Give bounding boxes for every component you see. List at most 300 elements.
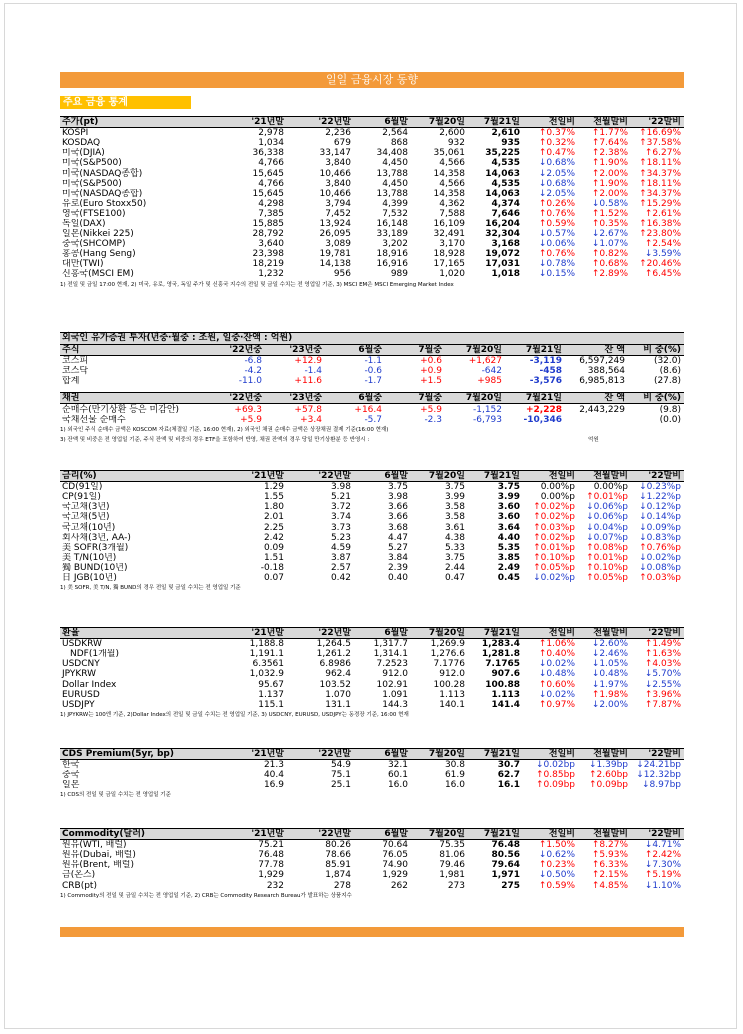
table-row [60, 553, 684, 563]
cell-value: 62.7 [497, 770, 520, 781]
cell-value: 17,165 [433, 259, 465, 270]
cell-value: ↓0.48% [591, 669, 628, 680]
cell-value: ↑0.05%p [586, 572, 628, 583]
cell-value: 35,061 [433, 148, 465, 159]
cell-value: 6.3561 [252, 659, 284, 670]
table-row [60, 199, 684, 209]
column-header: 7월중 [385, 345, 445, 356]
cell-value: 75.1 [330, 770, 351, 781]
cell-value: (0.0) [659, 414, 681, 425]
cell-value: 103.52 [319, 679, 351, 690]
table-row [60, 512, 684, 522]
cell-value: 989 [390, 269, 408, 280]
row-label: 중국(SHCOMP) [62, 239, 126, 250]
cell-value: 935 [501, 138, 520, 149]
row-label: 합계 [62, 376, 80, 387]
cell-value: 4.47 [387, 532, 408, 543]
cell-value: 3.73 [330, 522, 351, 533]
cell-value: 3.75 [387, 482, 408, 493]
table-row [60, 219, 684, 229]
cell-value: 7,532 [382, 208, 408, 219]
cell-value: +16.4 [354, 404, 382, 415]
table-row [60, 158, 684, 168]
cell-value: ↓0.78% [538, 259, 575, 270]
cell-value: 4,450 [382, 178, 408, 189]
row-label: 유로(Euro Stoxx50) [62, 198, 147, 209]
cell-value: ↓1.07% [591, 239, 628, 250]
cell-value: 3.75 [444, 482, 465, 493]
cell-value: 7,646 [491, 208, 520, 219]
cell-value: 2.44 [444, 562, 465, 573]
cell-value: +11.6 [294, 376, 322, 387]
cell-value: 33,189 [376, 229, 408, 240]
column-header: 금리(%) [60, 471, 220, 482]
column-header: 7월21일 [468, 117, 523, 128]
cell-value: ↑2.42% [644, 850, 681, 861]
cell-value: 1,929 [258, 870, 284, 881]
cell-value: 5.33 [444, 542, 465, 553]
cell-value: 1.113 [439, 689, 465, 700]
cell-value: -4.2 [244, 366, 262, 377]
cell-value: 2.42 [263, 532, 284, 543]
cell-value: 868 [390, 138, 408, 149]
cell-value: 6,597,249 [579, 356, 625, 367]
table-row [60, 366, 684, 376]
cell-value: ↓0.02%p [639, 552, 681, 563]
row-label: 미국(S&P500) [62, 158, 122, 169]
cell-value: -10,346 [523, 414, 562, 425]
cell-value: ↓0.09%p [639, 522, 681, 533]
cell-value: 1,261.2 [316, 649, 351, 660]
row-label: Dollar Index [62, 679, 117, 690]
cell-value: 17,031 [485, 259, 520, 270]
cell-value: ↑7.64% [591, 138, 628, 149]
commodity-table [60, 828, 684, 891]
table-row [60, 239, 684, 249]
cell-value: 76.48 [491, 840, 520, 851]
fx-section [60, 627, 684, 720]
table-row [60, 189, 684, 199]
cell-value: 4,399 [382, 198, 408, 209]
cell-value: 1,874 [325, 870, 351, 881]
column-header: '21년말 [220, 829, 287, 840]
cell-value: 679 [333, 138, 351, 149]
cell-value: +1,627 [468, 356, 502, 367]
cell-value: 3,794 [325, 198, 351, 209]
cell-value: ↑0.76% [538, 249, 575, 260]
column-header: Commodity(달러) [60, 829, 220, 840]
cell-value: 956 [333, 269, 351, 280]
cell-value: 3,202 [382, 239, 408, 250]
cell-value: 16.9 [263, 780, 284, 791]
cell-value: 14,138 [319, 259, 351, 270]
cell-value: 4,566 [439, 158, 465, 169]
commodity-section [60, 828, 684, 901]
cell-value: 15,885 [252, 218, 284, 229]
cell-value: ↓0.02%p [533, 572, 575, 583]
stocks-section [60, 116, 684, 290]
cell-value: 1,269.9 [430, 639, 465, 650]
cell-value: ↑2.00% [591, 188, 628, 199]
table-row [60, 700, 684, 710]
column-header: 주식 [60, 345, 205, 356]
cell-value: ↓0.14%p [639, 512, 681, 523]
row-label: 미국(NASDAQ종합) [62, 168, 143, 179]
cell-value: +1.5 [420, 376, 442, 387]
cell-value: 18,219 [252, 259, 284, 270]
cell-value: ↑34.37% [639, 188, 681, 199]
column-header: '22년말 [287, 117, 354, 128]
row-label: 코스닥 [62, 366, 89, 377]
cell-value: -11.0 [238, 376, 262, 387]
cell-value: ↓3.59% [644, 249, 681, 260]
cell-value: 5.23 [330, 532, 351, 543]
cell-value: ↓1.22%p [639, 492, 681, 503]
cell-value: 34,408 [376, 148, 408, 159]
cell-value: ↑0.40% [538, 649, 575, 660]
cell-value: 10,466 [319, 168, 351, 179]
column-header: '22년말 [287, 829, 354, 840]
cell-value: -3,119 [529, 356, 562, 367]
cell-value: ↑0.59% [538, 218, 575, 229]
cell-value: 0.07 [263, 572, 284, 583]
cell-value: 4,298 [258, 198, 284, 209]
column-header: 전일비 [523, 628, 578, 639]
column-header: 잔 액 [565, 345, 628, 356]
cell-value: 0.45 [497, 572, 520, 583]
table-row [60, 482, 684, 493]
table-header-row [60, 345, 684, 356]
cell-value: ↑1.90% [591, 178, 628, 189]
row-label: 미국(DJIA) [62, 148, 105, 159]
column-header: 7월중 [385, 393, 445, 404]
cell-value: 3.60 [497, 502, 520, 513]
cell-value: ↓0.02% [538, 659, 575, 670]
table-row [60, 780, 684, 790]
cell-value: 1.091 [382, 689, 408, 700]
cell-value: ↑16.38% [639, 218, 681, 229]
cell-value: ↑0.03%p [639, 572, 681, 583]
cell-value: 388,564 [587, 366, 625, 377]
cell-value: 13,788 [376, 188, 408, 199]
cell-value: ↓2.05% [538, 168, 575, 179]
foreign-note-2 [60, 435, 684, 445]
row-label: CD(91일) [62, 482, 103, 493]
cell-value: 26,095 [319, 229, 351, 240]
cell-value: ↓0.48% [538, 669, 575, 680]
cell-value: ↓0.57% [538, 229, 575, 240]
cell-value: 100.88 [485, 679, 520, 690]
table-header-row [60, 829, 684, 840]
column-header: '23년중 [265, 393, 325, 404]
cell-value: 7,588 [439, 208, 465, 219]
cell-value: ↑0.26% [538, 198, 575, 209]
cell-value: 1,232 [258, 269, 284, 280]
fx-table [60, 627, 684, 710]
cell-value: 1,018 [491, 269, 520, 280]
column-header: 7월20일 [411, 829, 468, 840]
cell-value: ↑2.15% [591, 870, 628, 881]
cell-value: ↑0.97% [538, 699, 575, 710]
foreign-note-2-unit: 억원 [588, 436, 599, 443]
column-header: 7월21일 [505, 393, 565, 404]
cell-value: 4,535 [491, 178, 520, 189]
cell-value: ↑0.59% [538, 880, 575, 891]
cell-value: 0.00%p [540, 492, 575, 503]
cell-value: 131.1 [325, 699, 351, 710]
cell-value: 7,452 [325, 208, 351, 219]
cell-value: 4,566 [439, 178, 465, 189]
row-label: 美 T/N(10년) [62, 552, 117, 563]
column-header: 6월중 [325, 393, 385, 404]
cell-value: ↓2.46% [591, 649, 628, 660]
cell-value: 140.1 [439, 699, 465, 710]
cell-value: 1.80 [263, 502, 284, 513]
fx-note: 1) JPYKRW는 100엔 기준, 2)Dollar Index의 전일 및 금일 수치는 전 영업일 기준, 3) USDCNY, EURUSD, USDJPY는 동경장 기준, 16:00 현재 [60, 711, 409, 718]
cell-value: 273 [447, 880, 465, 891]
column-header: '22말비 [631, 628, 684, 639]
row-label: 순매수(만기상환 등은 미감안) [62, 404, 180, 415]
cell-value: 0.00%p [540, 482, 575, 493]
row-label: 코스피 [62, 356, 89, 367]
cell-value: ↓12.32bp [636, 770, 681, 781]
cell-value: 2,978 [258, 128, 284, 139]
cell-value: ↑0.68% [591, 259, 628, 270]
cell-value: 19,072 [485, 249, 520, 260]
cell-value: 16,109 [433, 218, 465, 229]
cell-value: 70.64 [382, 840, 408, 851]
column-header: '22년중 [205, 393, 265, 404]
cell-value: ↑0.10%p [533, 552, 575, 563]
row-label: 일본(Nikkei 225) [62, 229, 134, 240]
row-label: 국고채(3년) [62, 502, 110, 513]
cell-value: 5.27 [387, 542, 408, 553]
cell-value: ↓7.30% [644, 860, 681, 871]
row-label: 신흥국(MSCI EM) [62, 269, 134, 280]
row-label: CRB(pt) [62, 880, 97, 891]
table-row [60, 522, 684, 532]
cell-value: 3.66 [387, 502, 408, 513]
cell-value: -3,576 [529, 376, 562, 387]
cell-value: 3.74 [330, 512, 351, 523]
cell-value: 102.91 [376, 679, 408, 690]
cell-value: 0.47 [444, 572, 465, 583]
cell-value: ↓0.23%p [639, 482, 681, 493]
table-row [60, 148, 684, 158]
cell-value: 0.42 [330, 572, 351, 583]
cell-value: 85.91 [325, 860, 351, 871]
cds-section [60, 748, 684, 800]
cell-value: 5.35 [497, 542, 520, 553]
cell-value: 3.68 [387, 522, 408, 533]
column-header: 전월말비 [578, 471, 631, 482]
table-header-row [60, 393, 684, 404]
cell-value: ↓0.08%p [639, 562, 681, 573]
column-header: 비 중(%) [628, 345, 684, 356]
cell-value: 2.57 [330, 562, 351, 573]
column-header: 전일비 [523, 749, 578, 760]
column-header: 7월20일 [411, 749, 468, 760]
cell-value: 4,535 [491, 158, 520, 169]
cell-value: 4,766 [258, 158, 284, 169]
cell-value: 78.66 [325, 850, 351, 861]
cell-value: 75.21 [258, 840, 284, 851]
cell-value: 1,188.8 [249, 639, 284, 650]
cell-value: -1.7 [364, 376, 382, 387]
cell-value: 19,781 [319, 249, 351, 260]
cell-value: ↑37.58% [639, 138, 681, 149]
row-label: USDKRW [62, 639, 102, 650]
column-header: 주가(pt) [60, 117, 220, 128]
column-header: 전일비 [523, 471, 578, 482]
row-label: 국고채(10년) [62, 522, 116, 533]
cell-value: ↓0.62% [538, 850, 575, 861]
cell-value: 2,600 [439, 128, 465, 139]
cell-value: 77.78 [258, 860, 284, 871]
cell-value: 3.72 [330, 502, 351, 513]
cell-value: ↓0.02bp [535, 760, 575, 771]
cell-value: ↓2.67% [591, 229, 628, 240]
column-header: 전월말비 [578, 628, 631, 639]
cell-value: +0.6 [420, 356, 442, 367]
cell-value: 2.25 [263, 522, 284, 533]
cell-value: 79.64 [491, 860, 520, 871]
cell-value: 30.8 [444, 760, 465, 771]
cell-value: ↓24.21bp [636, 760, 681, 771]
cell-value: ↑0.01%p [586, 552, 628, 563]
cell-value: -6,793 [472, 414, 502, 425]
cell-value: ↓5.70% [644, 669, 681, 680]
cell-value: ↓2.05% [538, 188, 575, 199]
cell-value: 6,985,813 [579, 376, 625, 387]
table-row [60, 249, 684, 259]
table-row [60, 502, 684, 512]
column-header: '22말비 [631, 117, 684, 128]
cell-value: ↑1.90% [591, 158, 628, 169]
table-row [60, 259, 684, 269]
cell-value: 2,610 [491, 128, 520, 139]
row-label: USDCNY [62, 659, 100, 670]
column-header: '23년중 [265, 345, 325, 356]
cell-value: +5.9 [420, 404, 442, 415]
cell-value: ↑1.50% [538, 840, 575, 851]
cell-value: 2,564 [382, 128, 408, 139]
cell-value: 1,314.1 [373, 649, 408, 660]
cell-value: ↑1.06% [538, 639, 575, 650]
cell-value: 0.09 [263, 542, 284, 553]
column-header: 채권 [60, 393, 205, 404]
cell-value: ↓1.97% [591, 679, 628, 690]
table-row [60, 669, 684, 679]
cell-value: 3.60 [497, 512, 520, 523]
cell-value: 1,971 [491, 870, 520, 881]
cell-value: ↓0.58% [591, 198, 628, 209]
cell-value: ↑0.76% [538, 208, 575, 219]
column-header: 전월말비 [578, 829, 631, 840]
row-label: 獨 BUND(10년) [62, 562, 128, 573]
cell-value: 3.61 [444, 522, 465, 533]
cell-value: ↑6.27% [644, 148, 681, 159]
row-label: KOSPI [62, 128, 89, 139]
cell-value: +3.4 [300, 414, 322, 425]
commodity-note: 1) Commodity의 전일 및 금일 수치는 전 영업일 기준, 2) CRB는 Commodity Research Bureau가 발표하는 상품지수 [60, 892, 352, 899]
cell-value: 3.99 [497, 492, 520, 503]
cell-value: 3.64 [497, 522, 520, 533]
cell-value: 81.06 [439, 850, 465, 861]
column-header: 6월말 [354, 628, 411, 639]
cell-value: 16.0 [444, 780, 465, 791]
cell-value: 7.1765 [485, 659, 520, 670]
cell-value: 3,640 [258, 239, 284, 250]
cell-value: 3.75 [444, 552, 465, 563]
column-header: CDS Premium(5yr, bp) [60, 749, 220, 760]
cell-value: 4,450 [382, 158, 408, 169]
column-header: '22년중 [205, 345, 265, 356]
row-label: 영국(FTSE100) [62, 208, 126, 219]
column-header: '22년말 [287, 471, 354, 482]
cell-value: 15,645 [252, 168, 284, 179]
cell-value: 28,792 [252, 229, 284, 240]
cell-value: 30.7 [497, 760, 520, 771]
cell-value: 76.48 [258, 850, 284, 861]
cell-value: 1,981 [439, 870, 465, 881]
cell-value: 141.4 [491, 699, 520, 710]
cell-value: 33,147 [319, 148, 351, 159]
cell-value: 79.46 [439, 860, 465, 871]
row-label: 원유(Brent, 배럴) [62, 860, 134, 871]
cell-value: 76.05 [382, 850, 408, 861]
cell-value: 95.67 [258, 679, 284, 690]
cell-value: ↓0.06%p [586, 502, 628, 513]
column-header: 6월말 [354, 471, 411, 482]
cell-value: (8.6) [659, 366, 681, 377]
cell-value: ↑0.37% [538, 128, 575, 139]
cell-value: 1,276.6 [430, 649, 465, 660]
row-label: 美 SOFR(3개월) [62, 542, 129, 553]
cell-value: ↑1.77% [591, 128, 628, 139]
column-header: 6월말 [354, 749, 411, 760]
row-label: 대만(TWI) [62, 259, 104, 270]
cell-value: 278 [333, 880, 351, 891]
table-row [60, 376, 684, 386]
column-header: 7월20일 [411, 117, 468, 128]
cell-value: ↓0.07%p [586, 532, 628, 543]
column-header: '22말비 [631, 829, 684, 840]
cell-value: 54.9 [330, 760, 351, 771]
cell-value: ↑23.80% [639, 229, 681, 240]
column-header: 환율 [60, 628, 220, 639]
table-header-row [60, 628, 684, 639]
cell-value: +69.3 [234, 404, 262, 415]
column-header: 비 중(%) [628, 393, 684, 404]
column-header: 7월20일 [445, 345, 505, 356]
row-label: JPYKRW [62, 669, 97, 680]
table-row [60, 229, 684, 239]
row-label: 한국 [62, 760, 80, 771]
row-label: 원유(WTI, 배럴) [62, 840, 127, 851]
cell-value: ↑1.52% [591, 208, 628, 219]
row-label: 국고채(5년) [62, 512, 110, 523]
cell-value: ↑0.02%p [533, 532, 575, 543]
cell-value: 15,645 [252, 188, 284, 199]
cell-value: 18,916 [376, 249, 408, 260]
cell-value: 3,840 [325, 158, 351, 169]
row-label: EURUSD [62, 689, 100, 700]
column-header: '21년말 [220, 749, 287, 760]
table-row [60, 168, 684, 178]
cell-value: 10,466 [319, 188, 351, 199]
row-label: 日 JGB(10년) [62, 572, 117, 583]
